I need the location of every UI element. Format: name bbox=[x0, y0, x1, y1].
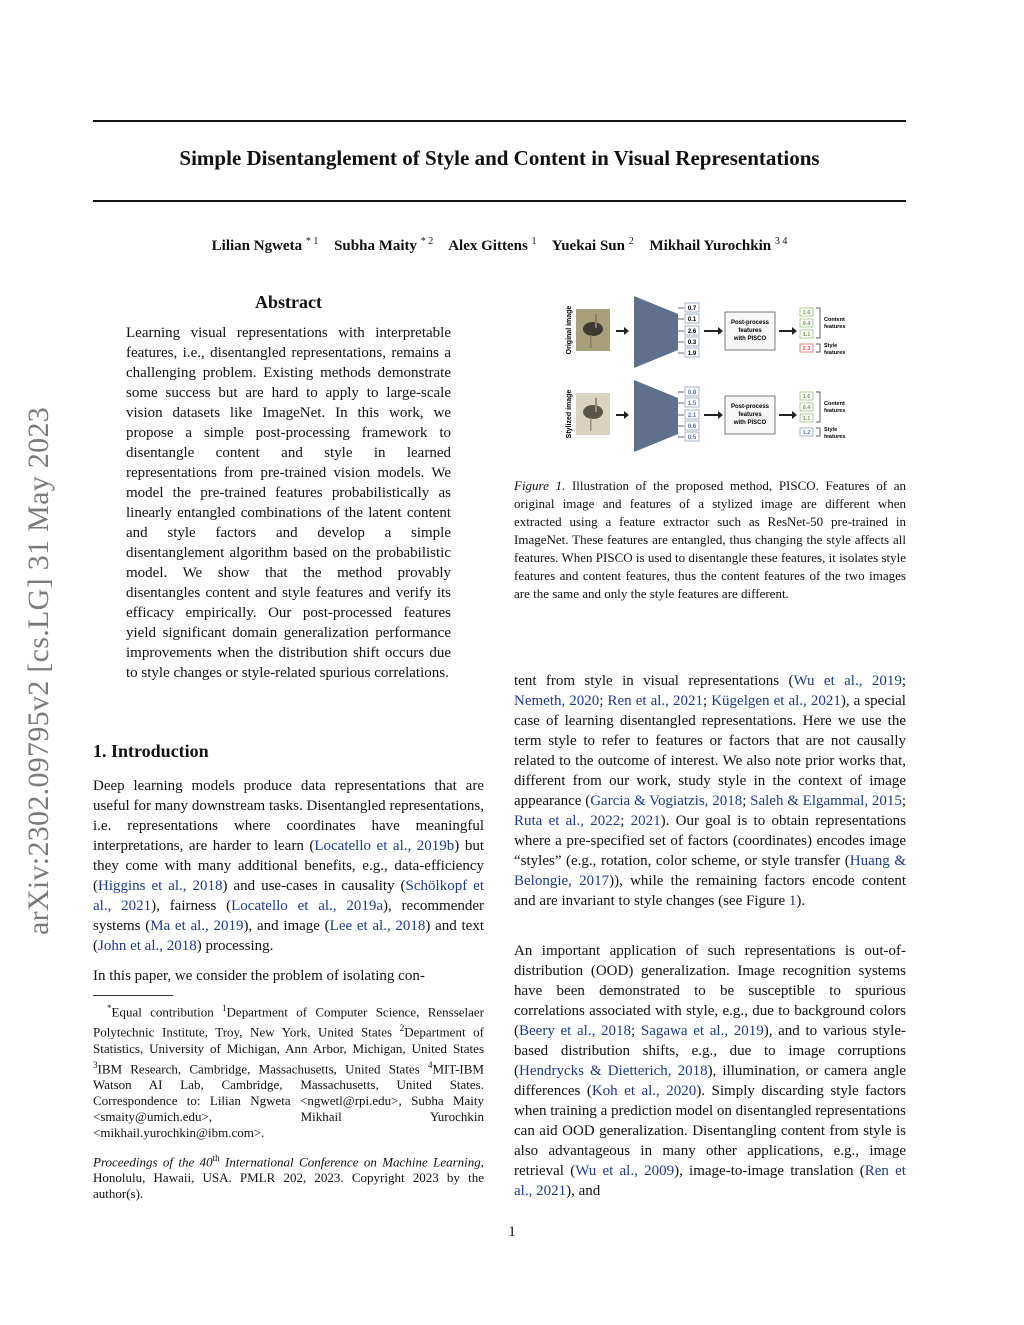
row-label-original: Original image bbox=[566, 305, 573, 355]
citation-link[interactable]: Huang & Belongie, 2017 bbox=[514, 853, 906, 889]
citation-link[interactable]: Koh et al., 2020 bbox=[591, 1083, 697, 1099]
citation-link[interactable]: Ma et al., 2019 bbox=[150, 918, 244, 934]
ostrich-body bbox=[583, 322, 603, 336]
encoder-trapezoid bbox=[634, 296, 678, 368]
content-brace bbox=[816, 392, 820, 422]
style-features-label: Style bbox=[824, 427, 838, 433]
style-brace bbox=[816, 344, 820, 352]
citation-link[interactable]: Nemeth, 2020 bbox=[514, 693, 600, 709]
style-features-label: features bbox=[824, 350, 846, 356]
author-affiliation: * 1 bbox=[305, 236, 319, 247]
section-heading-introduction: 1. Introduction bbox=[93, 741, 209, 761]
author-name: Alex Gittens bbox=[448, 238, 528, 254]
citation-link[interactable]: Beery et al., 2018 bbox=[519, 1023, 632, 1039]
process-label: Post-process bbox=[730, 320, 770, 326]
process-label: Post-process bbox=[730, 404, 770, 410]
encoder-trapezoid bbox=[634, 380, 678, 452]
row1-output-boxes bbox=[800, 308, 813, 352]
arrow-icon bbox=[616, 411, 629, 419]
output-value: 1.1 bbox=[802, 332, 811, 338]
intro-paragraph-1: Deep learning models produce data representations that are useful for many downstream tasks. Disentangled representations, i.e. representations where coordinates have meaningful interpretations, are harder to learn (Locatello et al., 2019b) but they come with many additional benefits, e.g., data-efficiency (Higgins et al., 2018) and use-cases in causality (Schölkopf et al., 2021), fairness (Locatello et al., 2019a), recommender systems (Ma et al., 2019), and image (Lee et al., 2018) and text (John et al., 2018) processing. bbox=[93, 778, 485, 954]
page-number: 1 bbox=[508, 1224, 516, 1240]
output-value: 2.3 bbox=[802, 346, 811, 352]
citation-link[interactable]: Higgins et al., 2018 bbox=[98, 878, 223, 894]
style-features-label: features bbox=[824, 434, 846, 440]
process-label: with PISCO bbox=[733, 336, 767, 342]
author-name: Yuekai Sun bbox=[551, 238, 625, 254]
footnote-affiliations: *Equal contribution $^1$Department of Computer Science, Rensselaer Polytechnic Institute, Troy, New York, United States $^2$Department of Statistics, University of Michigan, Ann Arbor, Michigan, United States $^3$IBM Research, Cambridge, Massachusetts, United States $^4$MIT-IBM Watson AI Lab, Cambridge, Massachusetts, United States. Correspondence to: Lilian Ngweta <ngwetl@rpi.edu>, Subha Maity <smaity@umich.edu>, Mikhail Yurochkin <mikhail.yurochkin@ibm.com>. bbox=[93, 1003, 485, 1140]
paper-title: Simple Disentanglement of Style and Content in Visual Representations bbox=[179, 146, 820, 170]
output-value: 0.4 bbox=[802, 321, 811, 327]
output-value: 1.6 bbox=[802, 394, 811, 400]
process-label: features bbox=[738, 328, 762, 334]
right-paragraph-2: An important application of such representations is out-of-distribution (OOD) generalization. Image recognition systems have been demonstrated to be susceptible to spurious correlations associated with style, e.g., due to background colors (Beery et al., 2018; Sagawa et al., 2019), and to various style-based distribution shifts, e.g., due to image corruptions (Hendrycks & Dietterich, 2018), illumination, or camera angle differences (Koh et al., 2020). Simply discarding style factors when training a prediction model on disentangled representations can aid OOD generalization. Disentangling content from style is also advantageous in many other applications, e.g., image retrieval (Wu et al., 2009), image-to-image translation (Ren et al., 2021), and bbox=[514, 943, 906, 1199]
ostrich-body bbox=[583, 405, 603, 419]
style-brace bbox=[816, 428, 820, 436]
feature-value: 2.6 bbox=[687, 329, 697, 335]
citation-link[interactable]: Saleh & Elgammal, 2015 bbox=[750, 793, 902, 809]
row2-output-boxes bbox=[800, 392, 813, 436]
citation-link[interactable]: 2021 bbox=[630, 813, 661, 829]
arrow-icon bbox=[779, 327, 797, 335]
citation-link[interactable]: John et al., 2018 bbox=[98, 938, 197, 954]
feature-value: 0.1 bbox=[687, 317, 697, 323]
row1-feature-arrows bbox=[678, 308, 684, 353]
feature-value: 1.5 bbox=[687, 401, 697, 407]
output-value: 1.1 bbox=[802, 416, 811, 422]
abstract-text: Learning visual representations with interpretable features, i.e., disentangled representations, remains a challenging problem. Existing methods demonstrate some success but are hard to apply to large-scale vision datasets like ImageNet. In this work, we propose a simple post-processing framework to disentangle content and style in learned representations from pre-trained vision models. We model the pre-trained features probabilistically as linearly entangled combinations of the latent content and style factors and develop a simple disentanglement algorithm based on the probabilistic model. We show that the method provably disentangles content and style features and verify its efficacy empirically. Our post-processed features yield significant domain generalization performance improvements when the distribution shift occurs due to style changes or style-related spurious correlations. bbox=[126, 325, 451, 681]
content-brace bbox=[816, 308, 820, 338]
feature-value: 0.6 bbox=[687, 424, 697, 430]
output-value: 1.2 bbox=[802, 430, 811, 436]
caption-label: Figure 1. bbox=[514, 478, 566, 493]
process-label: features bbox=[738, 412, 762, 418]
feature-value: 0.8 bbox=[687, 390, 697, 396]
citation-link[interactable]: Lee et al., 2018 bbox=[329, 918, 426, 934]
feature-value: 2.1 bbox=[687, 413, 697, 419]
content-features-label: features bbox=[824, 408, 846, 414]
citation-link[interactable]: Locatello et al., 2019b bbox=[314, 838, 455, 854]
citation-link[interactable]: Sagawa et al., 2019 bbox=[640, 1023, 764, 1039]
citation-link[interactable]: Wu et al., 2019 bbox=[793, 673, 902, 689]
citation-link[interactable]: Schölkopf et al., 2021 bbox=[93, 878, 484, 914]
row2-feature-boxes bbox=[685, 387, 699, 441]
abstract-heading: Abstract bbox=[255, 292, 322, 312]
author-name: Lilian Ngweta bbox=[211, 238, 303, 254]
arrow-icon bbox=[704, 411, 723, 419]
content-features-label: features bbox=[824, 324, 846, 330]
ostrich-neck bbox=[595, 398, 597, 412]
figure-1-diagram bbox=[562, 292, 862, 452]
citation-link[interactable]: Locatello et al., 2019a bbox=[231, 898, 383, 914]
content-features-label: Content bbox=[824, 401, 845, 407]
arrow-icon bbox=[779, 411, 797, 419]
author-list bbox=[93, 236, 906, 255]
author-name: Subha Maity bbox=[334, 238, 418, 254]
arrow-icon bbox=[704, 327, 723, 335]
figure-1-caption bbox=[514, 477, 906, 603]
caption-text: Illustration of the proposed method, PISCO. Features of an original image and features of a stylized image are different when extracted using a feature extractor such as ResNet-50 pre-trained in ImageNet. These features are entangled, thus changing the style affects all features. When PISCO is used to disentangle these features, it isolates style features and content features, thus the content features of the two images are the same and only the style features are different. bbox=[514, 478, 906, 601]
process-label: with PISCO bbox=[733, 420, 767, 426]
citation-link[interactable]: Kügelgen et al., 2021 bbox=[711, 693, 841, 709]
author-affiliation: 3 4 bbox=[774, 236, 788, 247]
citation-link[interactable]: Ren et al., 2021 bbox=[607, 693, 703, 709]
row2-feature-arrows bbox=[678, 392, 684, 437]
output-value: 1.6 bbox=[802, 310, 811, 316]
ostrich-neck bbox=[595, 314, 597, 328]
feature-value: 1.9 bbox=[687, 351, 697, 357]
right-paragraph-1: tent from style in visual representations (Wu et al., 2019; Nemeth, 2020; Ren et al., 2021; Kügelgen et al., 2021), a special case of learning disentangled representations. Here we use the term style to refer to features or factors that are not causally related to the outcome of interest. We also note prior works that, different from our work, study style in the context of image appearance (Garcia & Vogiatzis, 2018; Saleh & Elgammal, 2015; Ruta et al., 2022; 2021). Our goal is to obtain representations where a pre-specified set of factors (coordinates) encodes image “styles” (e.g., rotation, color scheme, or style transfer (Huang & Belongie, 2017)), while the remaining factors encode content and are invariant to style changes (see Figure 1). bbox=[514, 673, 907, 909]
style-features-label: Style bbox=[824, 343, 838, 349]
intro-paragraph-2: In this paper, we consider the problem of isolating con- bbox=[93, 968, 425, 984]
row1-feature-boxes bbox=[685, 303, 699, 357]
figure-reference-link[interactable]: 1 bbox=[788, 893, 797, 909]
output-value: 0.4 bbox=[802, 405, 811, 411]
citation-link[interactable]: Wu et al., 2009 bbox=[575, 1163, 675, 1179]
ostrich-leg bbox=[590, 335, 592, 348]
author-affiliation: * 2 bbox=[420, 236, 434, 247]
citation-link[interactable]: Hendrycks & Dietterich, 2018 bbox=[519, 1063, 708, 1079]
content-features-label: Content bbox=[824, 317, 845, 323]
proceedings-note: Proceedings of the 40th International Conference on Machine Learning, Honolulu, Hawaii, USA. PMLR 202, 2023. Copyright 2023 by the author(s). bbox=[93, 1153, 485, 1202]
footnote-rule bbox=[93, 995, 173, 996]
row-label-stylized: Stylized image bbox=[566, 389, 573, 439]
arxiv-identifier: arXiv:2302.09795v2 [cs.LG] 31 May 2023 bbox=[22, 407, 55, 935]
feature-value: 0.7 bbox=[687, 306, 697, 312]
author-affiliation: 1 bbox=[531, 236, 537, 247]
citation-link[interactable]: Ruta et al., 2022 bbox=[514, 813, 621, 829]
feature-value: 0.5 bbox=[687, 435, 697, 441]
citation-link[interactable]: Garcia & Vogiatzis, 2018 bbox=[590, 793, 743, 809]
author-affiliation: 2 bbox=[628, 236, 634, 247]
author-name: Mikhail Yurochkin bbox=[649, 238, 772, 254]
ostrich-leg bbox=[590, 418, 592, 431]
top-rule bbox=[93, 120, 906, 122]
citation-link[interactable]: Ren et al., 2021 bbox=[514, 1163, 906, 1199]
feature-value: 0.3 bbox=[687, 340, 697, 346]
title-bottom-rule bbox=[93, 200, 906, 202]
arrow-icon bbox=[616, 327, 629, 335]
